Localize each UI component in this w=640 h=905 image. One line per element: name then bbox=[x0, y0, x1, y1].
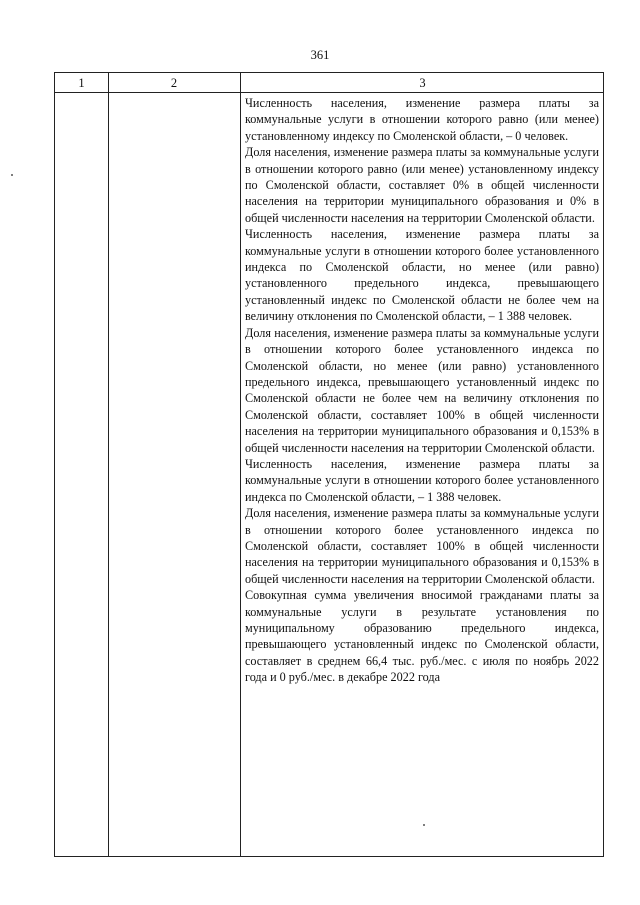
paragraph: Численность населения, изменение размера платы за коммунальные услуги в отношении которого равно (или менее) установленному индексу по Смоленской области, – 0 человек. bbox=[245, 96, 599, 143]
header-divider bbox=[55, 92, 603, 93]
document-table bbox=[54, 72, 604, 857]
paragraph: Численность населения, изменение размера платы за коммунальные услуги в отношении которого более установленного индекса по Смоленской области, но менее (или равно) установленного предельного индекса, превышающего установленный индекс по Смоленской области не более чем на величину отклонения по Смоленской области, – 1 388 человек. bbox=[245, 227, 599, 324]
paragraph: Совокупная сумма увеличения вносимой гражданами платы за коммунальные услуги в результате установления по муниципальному образованию предельного индекса, превышающего установленный индекс по Смоленской области, составляет в среднем 66,4 тыс. руб./мес. с июля по ноябрь 2022 года и 0 руб./мес. в декабре 2022 года bbox=[245, 588, 599, 685]
paragraph: Численность населения, изменение размера платы за коммунальные услуги в отношении которого более установленного индекса по Смоленской области, – 1 388 человек. bbox=[245, 456, 599, 504]
paragraph: Доля населения, изменение размера платы за коммунальные услуги в отношении которого более установленного индекса по Смоленской области, составляет 100% в общей численности населения на территории муниципального образования и 0,153% в общей численности населения на территории Смоленской области. bbox=[245, 506, 599, 586]
scan-speck bbox=[11, 174, 13, 176]
page-number: 361 bbox=[310, 48, 330, 62]
paragraph: Доля населения, изменение размера платы за коммунальные услуги в отношении которого более установленного индекса по Смоленской области, но менее (или равно) установленного предельного индекса, превышающего установленный индекс по Смоленской области не более чем на величину отклонения по Смоленской области, составляет 100% в общей численности населения на территории муниципального образования и 0,153% в общей численности населения на территории Смоленской области. bbox=[245, 325, 599, 455]
column-header-2: 2 bbox=[170, 76, 178, 90]
column-3-content bbox=[245, 95, 599, 686]
column-divider-1 bbox=[108, 73, 109, 856]
column-header-1: 1 bbox=[78, 76, 85, 90]
column-divider-2 bbox=[240, 73, 241, 856]
column-header-3: 3 bbox=[419, 76, 426, 90]
scan-speck bbox=[423, 824, 425, 826]
paragraph: Доля населения, изменение размера платы за коммунальные услуги в отношении которого равно (или менее) установленному индексу по Смоленской области, составляет 0% в общей численности населения на территории муниципального образования и 0% в общей численности населения на территории Смоленской области. bbox=[245, 145, 599, 225]
